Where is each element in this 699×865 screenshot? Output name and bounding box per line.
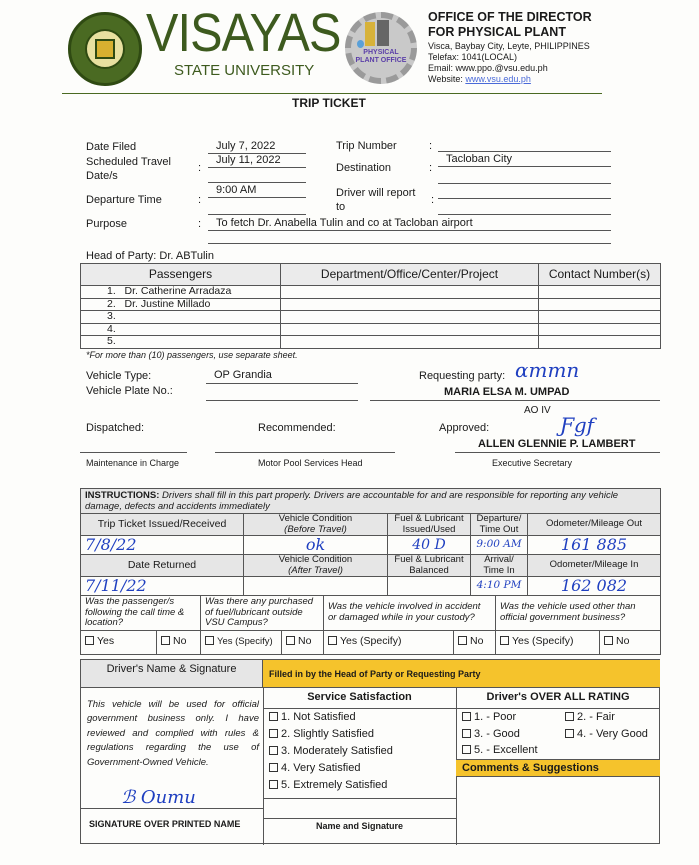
vehicle-before-value[interactable] <box>244 536 388 555</box>
colon: : <box>198 194 202 206</box>
other-use-yes[interactable] <box>496 630 600 654</box>
vehicle-before-header <box>244 514 388 536</box>
role-motor-pool: Motor Pool Services Head <box>258 458 363 468</box>
recommended-label: Recommended: <box>258 422 336 434</box>
instructions-label: INSTRUCTIONS: <box>85 490 160 501</box>
checkbox[interactable] <box>604 636 613 645</box>
opt: 5. Extremely Satisfied <box>281 778 388 791</box>
checkbox[interactable] <box>500 636 509 645</box>
call-time-yes[interactable] <box>81 630 157 654</box>
passenger-note: *For more than (10) passengers, use separate sheet. <box>86 350 298 360</box>
page-title: TRIP TICKET <box>292 96 366 110</box>
vehicle-type-value[interactable]: OP Grandia <box>214 369 272 381</box>
opt: 3. Moderately Satisfied <box>281 744 393 757</box>
passenger-name: Dr. Justine Millado <box>124 297 211 310</box>
service-option-5[interactable] <box>269 779 387 792</box>
date-filed-label: Date Filed <box>86 141 137 153</box>
hw: 4:10 PM <box>476 579 522 592</box>
name-signature-label: Name and Signature <box>315 820 404 831</box>
approver-signature: Ƒgf <box>560 413 595 437</box>
logo-state-university: STATE UNIVERSITY <box>174 62 315 79</box>
h: (Before Travel) <box>284 523 347 535</box>
h: Vehicle Condition <box>278 554 353 566</box>
departure-value[interactable]: 9:00 AM <box>216 184 257 196</box>
odometer-out-header: Odometer/Mileage Out <box>528 514 661 536</box>
checkbox[interactable] <box>462 745 471 754</box>
accident-no[interactable] <box>454 630 496 654</box>
checkbox[interactable] <box>161 636 170 645</box>
passenger-cell[interactable] <box>81 286 281 299</box>
opt: No <box>616 635 630 648</box>
dispatched-label: Dispatched: <box>86 422 145 434</box>
colon: : <box>431 194 435 206</box>
h: Vehicle Condition <box>278 513 353 525</box>
fuel-issued-value[interactable] <box>388 536 471 555</box>
date-returned-value[interactable] <box>81 577 244 596</box>
opt: 1. - Poor <box>474 710 517 723</box>
passengers-table <box>80 263 661 349</box>
driver-instructions-table <box>80 488 661 655</box>
head-of-party: Head of Party: Dr. ABTulin <box>86 250 214 262</box>
contact-cell[interactable] <box>539 311 661 324</box>
hw: 162 082 <box>560 575 628 595</box>
colon: : <box>198 218 202 230</box>
opt: 4. Very Satisfied <box>281 761 361 774</box>
hw: ok <box>305 534 326 554</box>
rating-very-good[interactable] <box>565 728 648 741</box>
destination-value[interactable]: Tacloban City <box>446 153 513 165</box>
h: Fuel & Lubricant <box>394 513 464 525</box>
hw: 7/11/22 <box>85 575 147 595</box>
office-telefax: Telefax: 1041(LOCAL) <box>428 52 518 62</box>
driver-report-label2: to <box>336 201 346 213</box>
checkbox[interactable] <box>458 636 467 645</box>
comments-header: Comments & Suggestions <box>456 759 660 777</box>
driver-signature-label: SIGNATURE OVER PRINTED NAME <box>89 818 241 829</box>
col-passengers: Passengers <box>81 264 281 286</box>
role-exec-sec: Executive Secretary <box>492 458 573 468</box>
table-row <box>81 298 661 311</box>
opt: 5. - Excellent <box>474 743 538 756</box>
h: (After Travel) <box>288 564 343 576</box>
dept-cell[interactable] <box>281 323 539 336</box>
destination-label: Destination <box>336 162 392 174</box>
header-divider <box>62 93 602 94</box>
colon: : <box>429 140 433 152</box>
time-out-value[interactable] <box>471 536 528 555</box>
filled-by-banner: Filled in by the Head of Party or Requesting Party <box>263 660 660 688</box>
vehicle-type-label: Vehicle Type: <box>86 370 152 382</box>
checkbox[interactable] <box>269 712 278 721</box>
service-option-1[interactable] <box>269 711 356 724</box>
driver-statement: This vehicle will be used for official government business only. I have reviewed and complied with rules & regulations regarding the use of Government-Owned Vehicle. <box>87 698 259 768</box>
checkbox[interactable] <box>565 729 574 738</box>
approved-label: Approved: <box>439 422 490 434</box>
fuel-issued-header <box>388 514 471 536</box>
h: Issued/Used <box>402 523 456 535</box>
requesting-label: Requesting party: <box>419 370 506 382</box>
passenger-cell[interactable] <box>81 336 281 349</box>
requesting-title: AO IV <box>524 405 551 416</box>
opt: 2. - Fair <box>577 710 615 723</box>
role-maintenance: Maintenance in Charge <box>86 458 180 468</box>
question-fuel-purchase: Was there any purchased of fuel/lubricant outside VSU Campus? <box>201 596 324 631</box>
office-address: Visca, Baybay City, Leyte, PHILIPPINES <box>428 41 590 51</box>
checkbox[interactable] <box>328 636 337 645</box>
contact-cell[interactable] <box>539 336 661 349</box>
opt: No <box>298 635 312 648</box>
vehicle-after-header <box>244 555 388 577</box>
question-accident: Was the vehicle involved in accident or damaged while in your custody? <box>324 596 496 631</box>
checkbox[interactable] <box>269 763 278 772</box>
lower-section <box>80 488 660 844</box>
opt: No <box>470 635 484 648</box>
requesting-name: MARIA ELSA M. UMPAD <box>444 386 570 398</box>
contact-cell[interactable] <box>539 286 661 299</box>
accident-yes[interactable] <box>324 630 454 654</box>
checkbox[interactable] <box>269 746 278 755</box>
col-contact: Contact Number(s) <box>539 264 661 286</box>
driver-header: Driver's Name & Signature <box>81 660 263 688</box>
row-num: 1. <box>107 285 116 297</box>
dept-cell[interactable] <box>281 286 539 299</box>
purpose-label: Purpose <box>86 218 127 230</box>
office-line1: OFFICE OF THE DIRECTOR <box>428 10 592 24</box>
dept-cell[interactable] <box>281 298 539 311</box>
question-call-time: Was the passenger/s following the call time & location? <box>81 596 201 631</box>
table-row <box>81 311 661 324</box>
rating-good[interactable] <box>462 728 520 741</box>
driver-signature: ℬ Oumu <box>121 786 196 808</box>
opt: Yes <box>97 635 115 648</box>
university-seal <box>68 12 142 86</box>
plate-label: Vehicle Plate No.: <box>86 385 173 397</box>
checkbox[interactable] <box>462 712 471 721</box>
dept-cell[interactable] <box>281 336 539 349</box>
opt: No <box>173 635 187 648</box>
driver-report-label: Driver will report <box>336 187 416 199</box>
rating-poor[interactable] <box>462 711 516 724</box>
odometer-in-value[interactable] <box>528 577 661 596</box>
office-website <box>428 74 531 84</box>
instructions-text <box>81 489 661 514</box>
opt: 2. Slightly Satisfied <box>281 727 374 740</box>
trip-number-label: Trip Number <box>336 140 397 152</box>
fuel-balanced-value[interactable] <box>388 577 471 596</box>
opt: Yes (Specify) <box>217 636 273 648</box>
h: Arrival/ <box>484 554 514 566</box>
checkbox[interactable] <box>85 636 94 645</box>
time-out-header <box>471 514 528 536</box>
table-row <box>81 286 661 299</box>
question-other-use: Was the vehicle used other than official government business? <box>496 596 661 631</box>
departure-label: Departure Time <box>86 194 162 206</box>
rating-fair[interactable] <box>565 711 615 724</box>
time-in-value[interactable] <box>471 577 528 596</box>
colon: : <box>429 162 433 174</box>
checkbox[interactable] <box>462 729 471 738</box>
passenger-cell[interactable] <box>81 311 281 324</box>
evaluation-section <box>80 659 660 844</box>
service-option-2[interactable] <box>269 728 374 741</box>
scheduled-label: Scheduled Travel <box>86 156 171 168</box>
h: Fuel & Lubricant <box>394 554 464 566</box>
office-line2: FOR PHYSICAL PLANT <box>428 25 566 39</box>
issued-value[interactable] <box>81 536 244 555</box>
opt: 4. - Very Good <box>577 727 648 740</box>
table-row <box>81 336 661 349</box>
office-email: Email: www.ppo.@vsu.edu.ph <box>428 63 548 73</box>
row-num: 5. <box>107 335 116 348</box>
hw: 40 D <box>412 536 446 553</box>
fuel-no[interactable] <box>282 630 324 654</box>
vehicle-after-value[interactable] <box>244 577 388 596</box>
odometer-out-value[interactable] <box>528 536 661 555</box>
col-department: Department/Office/Center/Project <box>281 264 539 286</box>
physical-plant-logo <box>345 12 417 84</box>
colon: : <box>198 162 202 174</box>
service-header: Service Satisfaction <box>307 690 412 703</box>
checkbox[interactable] <box>205 636 214 645</box>
date-returned-header: Date Returned <box>81 555 244 577</box>
row-num: 4. <box>107 322 116 335</box>
passenger-cell[interactable] <box>81 323 281 336</box>
opt: 1. Not Satisfied <box>281 710 356 723</box>
h: Time Out <box>479 523 519 535</box>
website-link[interactable]: www.vsu.edu.ph <box>465 74 531 84</box>
requesting-signature: ɑmmn <box>515 358 580 382</box>
table-row <box>81 323 661 336</box>
website-label: Website: <box>428 74 466 84</box>
opt: Yes (Specify) <box>340 635 402 648</box>
scheduled-label2: Date/s <box>86 170 118 182</box>
purpose-value[interactable]: To fetch Dr. Anabella Tulin and co at Tacloban airport <box>216 217 473 229</box>
opt: 3. - Good <box>474 727 520 740</box>
row-num: 3. <box>107 310 116 323</box>
h: Departure/ <box>476 513 522 525</box>
checkbox[interactable] <box>269 729 278 738</box>
hw: 9:00 AM <box>476 538 522 551</box>
comments-area[interactable] <box>457 777 660 844</box>
passenger-name: Dr. Catherine Arradaza <box>124 285 232 297</box>
logo-visayas: VISAYAS <box>146 3 341 63</box>
issued-header: Trip Ticket Issued/Received <box>81 514 244 536</box>
service-option-4[interactable] <box>269 762 361 775</box>
service-option-3[interactable] <box>269 745 393 758</box>
fuel-balanced-header <box>388 555 471 577</box>
instructions-body: Drivers shall fill in this part properly. Drivers are accountable for and are responsible for reporting any vehicle damage, defects and accidents immediately <box>85 490 619 512</box>
checkbox[interactable] <box>269 780 278 789</box>
contact-cell[interactable] <box>539 298 661 311</box>
h: Balanced <box>409 564 449 576</box>
passenger-cell[interactable] <box>81 298 281 311</box>
plant-logo-text: PHYSICAL PLANT OFFICE <box>355 49 407 64</box>
checkbox[interactable] <box>565 712 574 721</box>
h: Time In <box>483 564 515 576</box>
rating-excellent[interactable] <box>462 744 538 757</box>
odometer-in-header: Odometer/Mileage In <box>528 555 661 577</box>
rating-header: Driver's OVER ALL RATING <box>486 690 630 703</box>
hw: 161 885 <box>560 534 628 554</box>
date-filed-value[interactable]: July 7, 2022 <box>216 140 276 152</box>
hw: 7/8/22 <box>85 534 137 554</box>
scheduled-value[interactable]: July 11, 2022 <box>216 154 281 166</box>
other-use-no[interactable] <box>600 630 661 654</box>
row-num: 2. <box>107 297 116 310</box>
contact-cell[interactable] <box>539 323 661 336</box>
fuel-yes[interactable] <box>201 630 282 654</box>
call-time-no[interactable] <box>157 630 201 654</box>
dept-cell[interactable] <box>281 311 539 324</box>
opt: Yes (Specify) <box>512 635 574 648</box>
time-in-header <box>471 555 528 577</box>
checkbox[interactable] <box>286 636 295 645</box>
approver-name: ALLEN GLENNIE P. LAMBERT <box>478 438 636 450</box>
